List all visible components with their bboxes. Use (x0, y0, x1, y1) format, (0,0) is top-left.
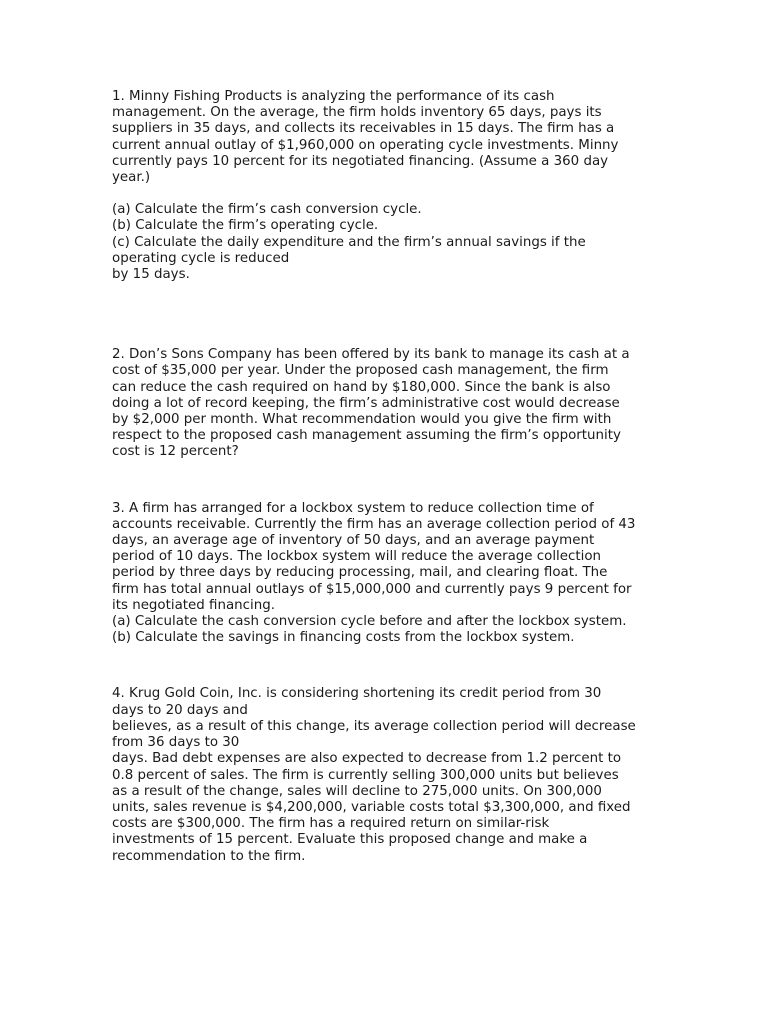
problem-4 (112, 686, 657, 864)
problem-3-line: period of 10 days. The lockbox system will reduce the average collection (112, 549, 602, 565)
problem-3-line: (a) Calculate the cash conversion cycle before and after the lockbox system. (112, 614, 627, 630)
problem-3-line: days, an average age of inventory of 50 days, and an average payment (112, 533, 595, 549)
problem-2-line: 2. Don’s Sons Company has been offered by its bank to manage its cash at a (112, 347, 630, 363)
document-page (112, 89, 657, 865)
problem-1-part: (a) Calculate the firm’s cash conversion cycle. (112, 202, 422, 218)
problem-2-line: by $2,000 per month. What recommendation would you give the firm with (112, 412, 612, 428)
problem-1-line: current annual outlay of $1,960,000 on operating cycle investments. Minny (112, 137, 619, 153)
problem-3-line: its negotiated financing. (112, 597, 275, 613)
problem-4-line: costs are $300,000. The firm has a required return on similar-risk (112, 816, 550, 832)
problem-3-line: accounts receivable. Currently the firm has an average collection period of 43 (112, 516, 636, 532)
problem-4-line: units, sales revenue is $4,200,000, variable costs total $3,300,000, and fixed (112, 799, 631, 815)
problem-2-line: cost is 12 percent? (112, 444, 239, 460)
problem-1-line: currently pays 10 percent for its negotiated financing. (Assume a 360 day (112, 153, 609, 169)
problem-1-line: 1. Minny Fishing Products is analyzing the performance of its cash (112, 89, 555, 104)
problem-2-line: can reduce the cash required on hand by $180,000. Since the bank is also (112, 379, 611, 395)
problem-4-line: days to 20 days and (112, 702, 248, 718)
problem-1-part: operating cycle is reduced (112, 250, 290, 266)
problem-1-part: by 15 days. (112, 267, 190, 283)
problem-4-line: 0.8 percent of sales. The firm is currently selling 300,000 units but believes (112, 767, 619, 783)
problem-4-line: recommendation to the firm. (112, 848, 306, 864)
problem-4-line: investments of 15 percent. Evaluate this proposed change and make a (112, 832, 588, 848)
problem-2-line: cost of $35,000 per year. Under the proposed cash management, the firm (112, 363, 609, 379)
problem-1-line: management. On the average, the firm holds inventory 65 days, pays its (112, 105, 602, 121)
problem-1-part: (b) Calculate the firm’s operating cycle. (112, 218, 379, 234)
problem-4-line: believes, as a result of this change, its average collection period will decrease (112, 718, 636, 734)
problem-4-line: 4. Krug Gold Coin, Inc. is considering shortening its credit period from 30 (112, 686, 602, 702)
problem-2 (112, 347, 657, 460)
problem-4-line: as a result of the change, sales will decline to 275,000 units. On 300,000 (112, 783, 602, 799)
problem-3-line: (b) Calculate the savings in financing costs from the lockbox system. (112, 630, 575, 646)
problem-1 (112, 89, 657, 283)
problem-4-line: days. Bad debt expenses are also expected to decrease from 1.2 percent to (112, 751, 622, 767)
problem-3 (112, 501, 657, 647)
problem-3-line: firm has total annual outlays of $15,000,000 and currently pays 9 percent for (112, 581, 632, 597)
problem-1-line: year.) (112, 170, 151, 186)
problem-2-line: doing a lot of record keeping, the firm’s administrative cost would decrease (112, 395, 620, 411)
problem-1-line: suppliers in 35 days, and collects its receivables in 15 days. The firm has a (112, 121, 615, 137)
problem-1-part: (c) Calculate the daily expenditure and the firm’s annual savings if the (112, 234, 586, 250)
problem-3-line: period by three days by reducing processing, mail, and clearing float. The (112, 565, 608, 581)
problem-4-line: from 36 days to 30 (112, 735, 240, 751)
problem-2-line: respect to the proposed cash management assuming the firm’s opportunity (112, 428, 621, 444)
problem-3-line: 3. A firm has arranged for a lockbox system to reduce collection time of (112, 500, 594, 516)
